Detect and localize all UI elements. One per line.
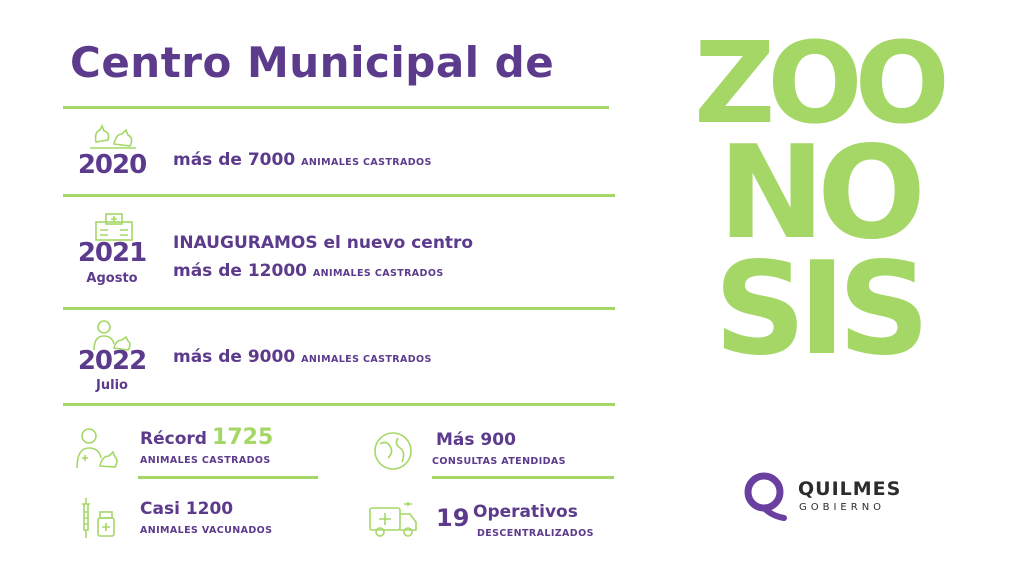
dog-cat-icon	[88, 122, 138, 152]
brand-word-line1: ZOO	[694, 19, 942, 149]
row-2022-text	[173, 347, 432, 367]
brand-word-line3: SIS	[714, 235, 922, 384]
divider	[138, 476, 318, 479]
globe-pets-icon	[372, 430, 414, 472]
stat-operativos-sub: DESCENTRALIZADOS	[477, 528, 594, 539]
zoonosis-brand-word	[688, 19, 948, 384]
divider	[63, 194, 615, 197]
stat-operativos-label: Operativos	[473, 502, 578, 522]
row-2020-label: ANIMALES CASTRADOS	[301, 157, 432, 168]
quilmes-logo-icon	[742, 470, 790, 522]
divider	[63, 106, 609, 109]
stat-consultas-sub: CONSULTAS ATENDIDAS	[432, 456, 566, 467]
row-2021-value: más de 12000	[173, 261, 307, 281]
divider	[63, 403, 615, 406]
stat-operativos-number: 19	[436, 504, 470, 532]
year-2021-month: Agosto	[86, 271, 138, 286]
year-2020: 2020	[77, 150, 147, 180]
row-2021-line2	[173, 261, 444, 281]
year-2022: 2022	[77, 346, 147, 376]
syringe-vial-icon	[76, 496, 118, 540]
stat-consultas-label: Más 900	[436, 430, 516, 450]
row-2020-value: más de 7000	[173, 150, 296, 170]
row-2022-label: ANIMALES CASTRADOS	[301, 354, 432, 365]
ambulance-icon	[368, 500, 418, 540]
stat-record-label: Récord	[140, 429, 207, 449]
stat-vacunados-label: Casi 1200	[140, 499, 234, 519]
divider	[432, 476, 614, 479]
logo-name: QUILMES	[798, 478, 902, 500]
logo-sub: GOBIERNO	[799, 502, 886, 513]
row-2021-line1: INAUGURAMOS el nuevo centro	[173, 233, 474, 253]
row-2020-text	[173, 150, 432, 170]
row-2021-label: ANIMALES CASTRADOS	[312, 268, 444, 279]
vet-dog-icon	[72, 424, 120, 470]
stat-vacunados-sub: ANIMALES VACUNADOS	[140, 525, 273, 536]
year-2022-month: Julio	[96, 378, 128, 393]
page-title: Centro Municipal de	[70, 38, 555, 87]
stat-record-sub: ANIMALES CASTRADOS	[140, 455, 271, 466]
brand-word-line2: NO	[718, 119, 918, 268]
stat-operativos	[436, 504, 469, 532]
divider	[63, 307, 615, 310]
stat-record	[140, 425, 273, 450]
stat-record-value: 1725	[212, 425, 274, 450]
year-2021: 2021	[77, 238, 147, 268]
row-2022-value: más de 9000	[173, 347, 296, 367]
